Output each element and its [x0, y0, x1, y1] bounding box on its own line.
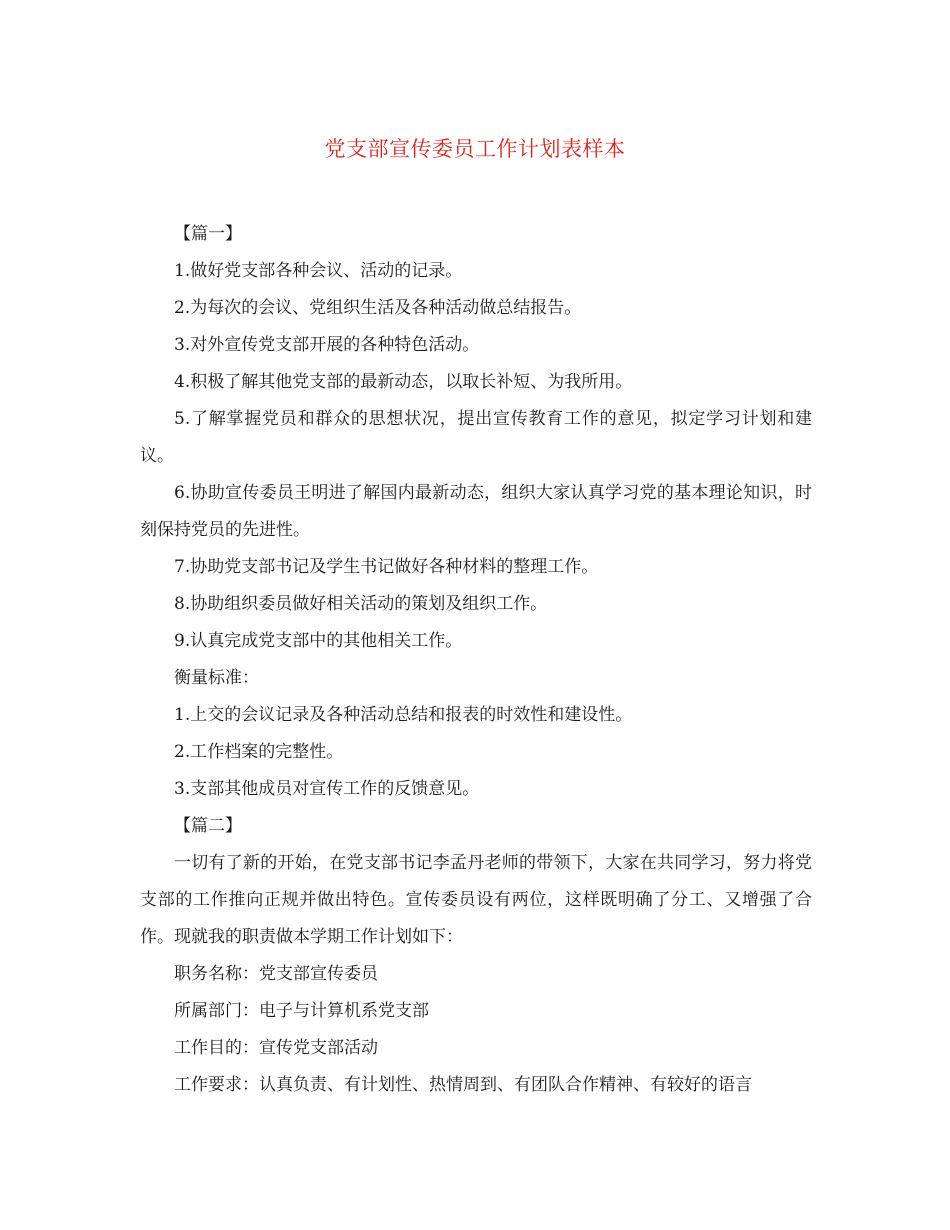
paragraph: 3.对外宣传党支部开展的各种特色活动。 — [174, 335, 480, 355]
paragraph: 一切有了新的开始，在党支部书记李孟丹老师的带领下，大家在共同学习，努力将党支部的工作推向正规并做出特色。宣传委员设有两位，这样既明确了分工、又增强了合作。现就我的职责做本学期工作计划如下： — [140, 853, 812, 947]
paragraph: 2.为每次的会议、党组织生活及各种活动做总结报告。 — [174, 298, 582, 318]
paragraph: 工作目的：宣传党支部活动 — [174, 1038, 378, 1058]
paragraph: 5.了解掌握党员和群众的思想状况，提出宣传教育工作的意见，拟定学习计划和建议。 — [140, 409, 812, 466]
paragraph: 1.上交的会议记录及各种活动总结和报表的时效性和建设性。 — [174, 705, 633, 725]
document-body — [140, 216, 812, 1104]
paragraph: 工作要求：认真负责、有计划性、热情周到、有团队合作精神、有较好的语言 — [174, 1075, 752, 1095]
paragraph: 所属部门：电子与计算机系党支部 — [174, 1001, 429, 1021]
document-title: 党支部宣传委员工作计划表样本 — [324, 137, 626, 161]
paragraph: 6.协助宣传委员王明进了解国内最新动态，组织大家认真学习党的基本理论知识，时刻保持党员的先进性。 — [140, 483, 812, 540]
paragraph: 8.协助组织委员做好相关活动的策划及组织工作。 — [174, 594, 548, 614]
paragraph: 2.工作档案的完整性。 — [174, 742, 344, 762]
paragraph: 4.积极了解其他党支部的最新动态，以取长补短、为我所用。 — [174, 372, 633, 392]
paragraph: 1.做好党支部各种会议、活动的记录。 — [174, 261, 463, 281]
paragraph: 7.协助党支部书记及学生书记做好各种材料的整理工作。 — [174, 557, 599, 577]
section-heading: 【篇二】 — [174, 816, 242, 836]
paragraph: 9.认真完成党支部中的其他相关工作。 — [174, 631, 463, 651]
paragraph: 衡量标准： — [174, 668, 259, 688]
paragraph: 职务名称：党支部宣传委员 — [174, 964, 378, 984]
section-heading: 【篇一】 — [174, 224, 242, 244]
paragraph: 3.支部其他成员对宣传工作的反馈意见。 — [174, 779, 480, 799]
